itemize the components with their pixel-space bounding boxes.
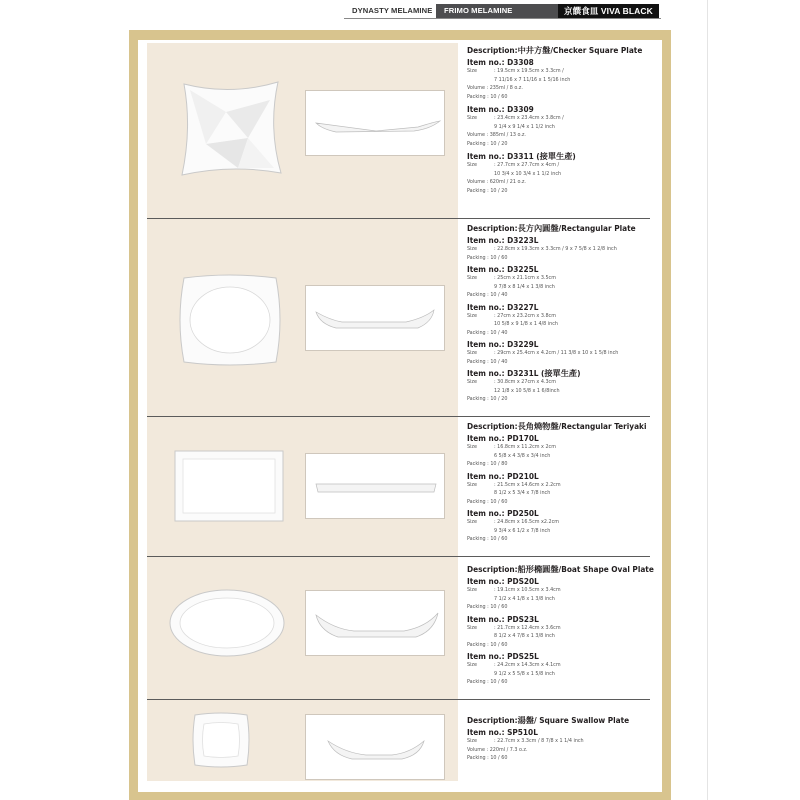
spec-line xyxy=(467,76,657,85)
spec-value: 9 3/4 x 6 1/2 x 7/8 inch xyxy=(494,527,551,534)
spec-label: Packing : 10 / 40 xyxy=(467,358,508,365)
rectangular-teriyaki-side-view xyxy=(305,453,445,519)
nav-tab-dynasty[interactable]: DYNASTY MELAMINE xyxy=(352,6,433,15)
item-entry xyxy=(467,339,657,366)
spec-line xyxy=(467,349,657,358)
spec-line xyxy=(467,395,657,404)
spec-line xyxy=(467,320,657,329)
spec-value: : 16.8cm x 11.2cm x 2cm xyxy=(494,444,556,450)
spec-label: Size xyxy=(467,662,477,668)
spec-line xyxy=(467,283,657,292)
section-description: Description:湯盤/ Square Swallow Plate xyxy=(467,715,630,725)
plate-side-profile xyxy=(306,454,446,520)
spec-label: Size xyxy=(467,312,477,319)
spec-label: Packing : 10 / 80 xyxy=(467,461,508,467)
spec-line xyxy=(467,746,657,755)
nav-tab-frimo[interactable]: FRIMO MELAMINE xyxy=(436,4,558,18)
spec-label: Volume : 235ml / 8 o.z. xyxy=(467,85,523,91)
spec-value: : 19.5cm x 19.5cm x 3.3cm / xyxy=(494,68,564,74)
spec-label: Packing : 10 / 60 xyxy=(467,755,508,761)
section-divider xyxy=(147,416,650,417)
item-entry xyxy=(467,368,657,404)
spec-line xyxy=(467,737,657,746)
spec-label: Packing : 10 / 60 xyxy=(467,93,508,100)
item-entry xyxy=(467,151,657,195)
nav-viva-cn: 京饌食皿 xyxy=(564,6,599,16)
rectangular-teriyaki-image[interactable] xyxy=(174,450,284,522)
top-rule xyxy=(344,18,661,19)
spec-line xyxy=(467,93,657,102)
item-number: Item no.: D3311 (接單生產) xyxy=(467,151,576,161)
spec-line xyxy=(467,178,657,187)
spec-line xyxy=(467,586,657,595)
item-number: Item no.: PDS23L xyxy=(467,613,539,624)
item-entry xyxy=(467,614,657,650)
spec-line xyxy=(467,329,657,338)
spec-value: : 30.8cm x 27cm x 4.3cm xyxy=(494,379,556,385)
item-number: Item no.: PDS20L xyxy=(467,576,539,586)
nav-tab-viva[interactable] xyxy=(558,4,659,18)
section-checker-square-plate xyxy=(467,45,657,197)
section-divider xyxy=(147,556,650,557)
spec-value: 10 5/8 x 9 1/8 x 1 4/8 inch xyxy=(494,321,558,327)
spec-label: Size xyxy=(467,587,477,593)
spec-line xyxy=(467,498,657,507)
spec-line xyxy=(467,140,657,149)
rectangular-plate-side-view xyxy=(305,285,445,351)
spec-value: 6 5/8 x 4 3/8 x 3/4 inch xyxy=(494,452,551,459)
spec-line xyxy=(467,624,657,633)
item-number: Item no.: D3227L xyxy=(467,301,539,312)
item-number: Item no.: D3309 xyxy=(467,104,534,114)
spec-line xyxy=(467,254,657,263)
spec-label xyxy=(467,452,494,461)
spec-value: 9 1/2 x 5 5/8 x 1 5/8 inch xyxy=(494,670,555,677)
section-divider xyxy=(147,699,650,700)
spec-line xyxy=(467,678,657,687)
spec-line xyxy=(467,245,657,254)
spec-label: Size xyxy=(467,624,477,631)
spec-label: Volume : 620ml / 21 o.z. xyxy=(467,179,526,185)
spec-label xyxy=(467,595,494,604)
item-number: Item no.: D3229L xyxy=(467,339,539,349)
spec-line xyxy=(467,443,657,452)
spec-label xyxy=(467,670,494,679)
plate-side-profile xyxy=(306,286,446,352)
section-description: Description:船形橢圓盤/Boat Shape Oval Plate xyxy=(467,564,654,574)
spec-label xyxy=(467,123,494,132)
spec-line xyxy=(467,754,657,763)
spec-line xyxy=(467,641,657,650)
item-entry xyxy=(467,576,657,612)
spec-line xyxy=(467,170,657,179)
spec-line xyxy=(467,518,657,527)
item-entry xyxy=(467,651,657,687)
rectangular-plate-image[interactable] xyxy=(176,270,284,370)
item-entry xyxy=(467,57,657,101)
checker-square-plate-side-view xyxy=(305,90,445,156)
spec-label xyxy=(467,387,494,396)
section-boat-shape-oval-plate xyxy=(467,564,657,689)
spec-line xyxy=(467,131,657,140)
spec-line xyxy=(467,527,657,536)
square-swallow-plate-side-view xyxy=(305,714,445,780)
spec-line xyxy=(467,114,657,123)
item-number: Item no.: D3231L (接單生產) xyxy=(467,368,581,378)
spec-value: 9 7/8 x 8 1/4 x 1 3/8 inch xyxy=(494,283,555,290)
spec-line xyxy=(467,489,657,498)
spec-label xyxy=(467,489,494,498)
spec-value: : 27cm x 23.2cm x 3.8cm xyxy=(494,312,556,319)
item-entry xyxy=(467,302,657,338)
section-divider xyxy=(147,218,650,219)
spec-value: : 24.8cm x 16.5cm x2.2cm xyxy=(494,519,560,525)
spec-value: 7 11/16 x 7 11/16 x 1 5/16 inch xyxy=(494,76,571,83)
spec-label: Packing : 10 / 40 xyxy=(467,292,508,298)
spec-label: Packing : 10 / 60 xyxy=(467,679,508,685)
spec-label: Size xyxy=(467,68,477,74)
spec-line xyxy=(467,358,657,367)
section-description: Description:長方內圓盤/Rectangular Plate xyxy=(467,223,636,233)
square-swallow-plate-image[interactable] xyxy=(190,710,252,770)
spec-line xyxy=(467,312,657,321)
spec-line xyxy=(467,603,657,612)
spec-value: : 22.8cm x 19.3cm x 3.3cm / 9 x 7 5/8 x 1 2/8 inch xyxy=(494,246,617,252)
item-number: Item no.: PD170L xyxy=(467,433,539,443)
gold-frame-bottom xyxy=(129,792,671,800)
spec-line xyxy=(467,387,657,396)
spec-label: Size xyxy=(467,519,477,525)
spec-label xyxy=(467,632,494,641)
spec-label xyxy=(467,283,494,292)
spec-value: 9 1/4 x 9 1/4 x 1 1/2 inch xyxy=(494,123,555,130)
item-entry xyxy=(467,235,657,262)
spec-line xyxy=(467,452,657,461)
item-number: Item no.: PD210L xyxy=(467,470,539,481)
checker-square-plate-image[interactable] xyxy=(178,78,284,178)
spec-line xyxy=(467,161,657,170)
item-entry xyxy=(467,264,657,300)
spec-line xyxy=(467,67,657,76)
item-number: Item no.: SP510L xyxy=(467,727,538,737)
spec-value: 10 3/4 x 10 3/4 x 1 1/2 inch xyxy=(494,170,562,177)
section-square-swallow-plate xyxy=(467,715,657,765)
spec-value: : 22.7cm x 3.3cm / 8 7/8 x 1 1/4 inch xyxy=(494,738,584,744)
spec-value: 8 1/2 x 4 7/8 x 1 3/8 inch xyxy=(494,633,555,639)
spec-label: Packing : 10 / 60 xyxy=(467,254,508,261)
section-description: Description:長角燒物盤/Rectangular Teriyaki xyxy=(467,421,647,431)
spec-label: Packing : 10 / 20 xyxy=(467,396,508,402)
spec-label: Size xyxy=(467,444,477,450)
item-entry xyxy=(467,727,657,763)
spec-label: Packing : 10 / 60 xyxy=(467,536,508,542)
spec-label: Packing : 10 / 40 xyxy=(467,329,508,336)
spec-value: : 23.4cm x 23.4cm x 3.8cm / xyxy=(494,115,564,121)
spec-line xyxy=(467,632,657,641)
spec-line xyxy=(467,535,657,544)
spec-line xyxy=(467,661,657,670)
spec-value: 7 1/2 x 4 1/8 x 1 3/8 inch xyxy=(494,595,555,602)
spec-line xyxy=(467,274,657,283)
boat-shape-oval-plate-side-view xyxy=(305,590,445,656)
spec-label: Volume : 220ml / 7.3 o.z. xyxy=(467,746,528,753)
item-number: Item no.: PDS25L xyxy=(467,651,539,661)
spec-label: Size xyxy=(467,738,477,744)
spec-value: : 24.2cm x 14.3cm x 4.1cm xyxy=(494,662,561,668)
spec-line xyxy=(467,595,657,604)
spec-label: Packing : 10 / 60 xyxy=(467,498,508,505)
spec-line xyxy=(467,670,657,679)
spec-value: : 27.7cm x 27.7cm x 4cm / xyxy=(494,162,560,168)
nav-viva-en: VIVA BLACK xyxy=(598,6,653,16)
spec-value: 8 1/2 x 5 3/4 x 7/8 inch xyxy=(494,490,551,496)
spec-value: : 21.5cm x 14.6cm x 2.2cm xyxy=(494,481,561,488)
spec-value: : 25cm x 21.1cm x 3.5cm xyxy=(494,275,556,281)
spec-label xyxy=(467,320,494,329)
item-entry xyxy=(467,433,657,469)
spec-value: : 21.7cm x 12.4cm x 3.6cm xyxy=(494,624,561,631)
section-rectangular-plate xyxy=(467,223,657,406)
spec-label: Packing : 10 / 20 xyxy=(467,187,508,194)
spec-label: Size xyxy=(467,350,477,356)
spec-label: Packing : 10 / 60 xyxy=(467,604,508,610)
side-rule xyxy=(707,0,708,800)
plate-side-profile xyxy=(306,715,446,781)
item-entry xyxy=(467,104,657,148)
spec-label xyxy=(467,527,494,536)
spec-label: Packing : 10 / 20 xyxy=(467,140,508,147)
spec-value: 12 1/8 x 10 5/8 x 1 6/8inch xyxy=(494,387,560,394)
spec-label: Size xyxy=(467,115,477,121)
spec-label xyxy=(467,76,494,85)
spec-line xyxy=(467,187,657,196)
spec-line xyxy=(467,460,657,469)
spec-label: Size xyxy=(467,379,477,385)
spec-label xyxy=(467,170,494,179)
section-description: Description:中井方盤/Checker Square Plate xyxy=(467,45,643,55)
spec-label: Size xyxy=(467,481,477,488)
spec-line xyxy=(467,291,657,300)
spec-value: : 29cm x 25.4cm x 4.2cm / 11 3/8 x 10 x 1 5/8 inch xyxy=(494,350,619,356)
spec-line xyxy=(467,481,657,490)
item-number: Item no.: D3225L xyxy=(467,264,539,274)
top-nav xyxy=(344,4,659,18)
section-rectangular-teriyaki xyxy=(467,421,657,546)
item-number: Item no.: D3223L xyxy=(467,235,539,245)
spec-label: Size xyxy=(467,246,477,252)
item-number: Item no.: PD250L xyxy=(467,508,539,518)
item-number: Item no.: D3308 xyxy=(467,57,534,67)
item-entry xyxy=(467,508,657,544)
spec-label: Packing : 10 / 60 xyxy=(467,641,508,648)
boat-shape-oval-plate-image[interactable] xyxy=(168,588,286,658)
spec-line xyxy=(467,123,657,132)
item-entry xyxy=(467,471,657,507)
spec-label: Size xyxy=(467,275,477,281)
spec-label: Volume : 385ml / 13 o.z. xyxy=(467,132,526,138)
spec-value: : 19.1cm x 10.5cm x 3.4cm xyxy=(494,587,561,593)
spec-label: Size xyxy=(467,162,477,168)
plate-side-profile xyxy=(306,91,446,157)
plate-side-profile xyxy=(306,591,446,657)
spec-line xyxy=(467,378,657,387)
spec-line xyxy=(467,84,657,93)
